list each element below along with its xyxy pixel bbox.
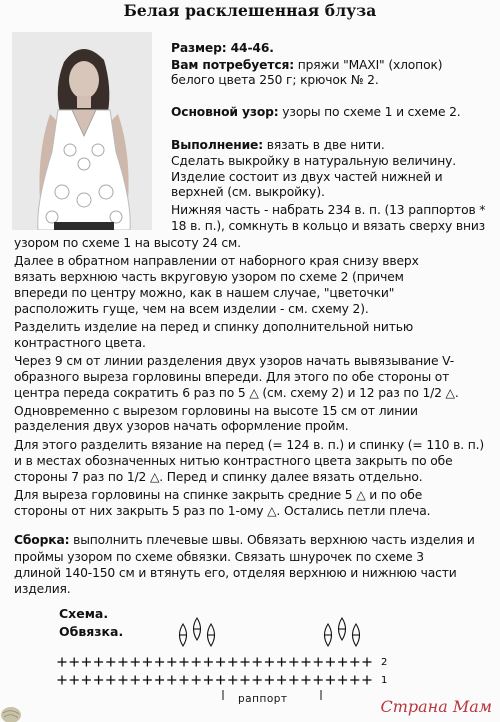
text-line: Сделать выкройку в натуральную величину. bbox=[171, 154, 457, 168]
text-line: Для этого разделить вязание на перед (= 124 в. п.) и спинку (= 110 в. п.) bbox=[14, 438, 485, 452]
main-pattern-label: Основной узор: bbox=[171, 105, 279, 119]
stitch-cross bbox=[216, 676, 225, 685]
text-line: Разделить изделие на перед и спинку дополнительной нитью bbox=[14, 320, 414, 334]
text-line: вязать верхнюю часть вкруговую узором по схеме 2 (причем bbox=[14, 270, 404, 284]
text-line: Изделие состоит из двух частей нижней и bbox=[171, 170, 443, 184]
text-line: Через 9 см от линии разделения двух узоров начать вывязывание V- bbox=[14, 354, 454, 368]
main-pattern-line bbox=[171, 105, 461, 120]
stitch-cross bbox=[180, 676, 189, 685]
text-line: 18 в. п.), сомкнуть в кольцо и вязать сверху вниз bbox=[171, 219, 486, 233]
needs-text: пряжи "MAXI" (хлопок) bbox=[294, 58, 443, 72]
stitch-cross bbox=[131, 676, 140, 685]
schema-label: Схема. bbox=[59, 606, 109, 621]
text-line: стороны от них закрыть 5 раз по 1-ому △. Остались петли плеча. bbox=[14, 504, 431, 518]
assembly-line-3: длиной 140-150 см и втянуть его, отделяя верхнюю и нижнюю части bbox=[14, 566, 457, 580]
edging-label: Обвязка. bbox=[59, 624, 124, 639]
stitch-cross bbox=[192, 676, 201, 685]
stitch-cross bbox=[228, 658, 237, 667]
assembly-line-2: проймы узором по схеме обвязки. Связать шнурочек по схеме 3 bbox=[14, 550, 424, 564]
text-line: образного выреза горловины впереди. Для этого по обе стороны от bbox=[14, 370, 450, 384]
stitch-cross bbox=[241, 658, 250, 667]
page-title: Белая расклешенная блуза bbox=[123, 1, 377, 20]
row-number-1: 1 bbox=[381, 675, 388, 686]
stitch-cross bbox=[167, 676, 176, 685]
stitch-cross bbox=[289, 658, 298, 667]
assembly-line-4: изделия. bbox=[14, 582, 71, 596]
stitch-cross bbox=[265, 676, 274, 685]
stitch-cross bbox=[204, 676, 213, 685]
stitch-cross bbox=[216, 658, 225, 667]
stitch-cross bbox=[58, 658, 67, 667]
stitch-cross bbox=[326, 658, 335, 667]
stitch-cross bbox=[363, 658, 372, 667]
text-line: центра переда сократить 6 раз по 5 △ (см. схему 2) и 12 раз по 1/2 △. bbox=[14, 386, 459, 400]
stitch-cross bbox=[131, 658, 140, 667]
stitch-cross bbox=[204, 658, 213, 667]
stitch-cross bbox=[289, 676, 298, 685]
stitch-cross bbox=[277, 676, 286, 685]
main-pattern-text: узоры по схеме 1 и схеме 2. bbox=[278, 105, 461, 119]
stitch-cross bbox=[70, 658, 79, 667]
text-line: Далее в обратном направлении от наборного края снизу вверх bbox=[14, 254, 419, 268]
yarn-ball-icon bbox=[0, 702, 22, 722]
stitch-cross bbox=[314, 676, 323, 685]
stitch-cross bbox=[326, 676, 335, 685]
stitch-cross bbox=[277, 658, 286, 667]
needs-label: Вам потребуется: bbox=[171, 58, 294, 72]
text-line: контрастного цвета. bbox=[14, 336, 146, 350]
stitch-cross bbox=[338, 676, 347, 685]
stitch-cross bbox=[167, 658, 176, 667]
stitch-cross bbox=[58, 676, 67, 685]
stitch-cross bbox=[119, 658, 128, 667]
stitch-cross bbox=[363, 676, 372, 685]
stitch-cross bbox=[70, 676, 79, 685]
stitch-cross bbox=[106, 658, 115, 667]
stitch-cross bbox=[228, 676, 237, 685]
text-line: и в местах обозначенных нитью контрастного цвета закрыть по обе bbox=[14, 454, 453, 468]
stitch-cross bbox=[82, 676, 91, 685]
stitch-cross bbox=[253, 658, 262, 667]
text-line: стороны 7 раз по 1/2 △. Перед и спинку далее вязать отдельно. bbox=[14, 470, 423, 484]
stitch-cross bbox=[265, 658, 274, 667]
stitch-cross bbox=[253, 676, 262, 685]
stitch-cross bbox=[302, 658, 311, 667]
stitch-cross bbox=[94, 676, 103, 685]
text-line: разделения двух узоров начать оформление пройм. bbox=[14, 419, 349, 433]
stitch-cross bbox=[155, 658, 164, 667]
stitch-cross bbox=[143, 676, 152, 685]
text-line: верхней (см. выкройку). bbox=[171, 185, 325, 199]
assembly-text: выполнить плечевые швы. Обвязать верхнюю часть изделия и bbox=[69, 533, 475, 547]
rapport-label: раппорт bbox=[238, 693, 288, 705]
stitch-cross bbox=[180, 658, 189, 667]
stitch-cross bbox=[350, 658, 359, 667]
needs-line bbox=[171, 58, 442, 73]
execution-label: Выполнение: bbox=[171, 138, 263, 152]
text-line: узором по схеме 1 на высоту 24 см. bbox=[14, 236, 241, 250]
fan-motif bbox=[180, 618, 215, 646]
execution-line bbox=[171, 138, 385, 153]
stitch-cross bbox=[302, 676, 311, 685]
brand-watermark: Страна Мам bbox=[380, 697, 492, 716]
fan-motif bbox=[325, 618, 360, 646]
text-line: Нижняя часть - набрать 234 в. п. (13 раппортов * bbox=[171, 203, 486, 217]
stitch-cross bbox=[241, 676, 250, 685]
assembly-line bbox=[14, 533, 475, 548]
stitch-cross bbox=[155, 676, 164, 685]
edging-diagram bbox=[0, 600, 500, 700]
stitch-cross bbox=[350, 676, 359, 685]
text-line: расположить гуще, чем на всем изделии - см. схему 2). bbox=[14, 302, 369, 316]
needs-line-2: белого цвета 250 г; крючок № 2. bbox=[171, 73, 379, 87]
model-photo bbox=[12, 32, 152, 230]
row-number-2: 2 bbox=[381, 657, 388, 668]
execution-text: вязать в две нити. bbox=[263, 138, 385, 152]
stitch-cross bbox=[338, 658, 347, 667]
text-line: впереди по центру можно, как в нашем случае, "цветочки" bbox=[14, 286, 395, 300]
stitch-cross bbox=[94, 658, 103, 667]
size-line: Размер: 44-46. bbox=[171, 41, 274, 55]
stitch-cross bbox=[314, 658, 323, 667]
stitch-cross bbox=[119, 676, 128, 685]
text-line: Для выреза горловины на спинке закрыть средние 5 △ и по обе bbox=[14, 488, 423, 502]
stitch-cross bbox=[82, 658, 91, 667]
stitch-cross bbox=[106, 676, 115, 685]
stitch-cross bbox=[192, 658, 201, 667]
text-line: Одновременно с вырезом горловины на высоте 15 см от линии bbox=[14, 404, 418, 418]
assembly-label: Сборка: bbox=[14, 533, 70, 547]
stitch-cross bbox=[143, 658, 152, 667]
